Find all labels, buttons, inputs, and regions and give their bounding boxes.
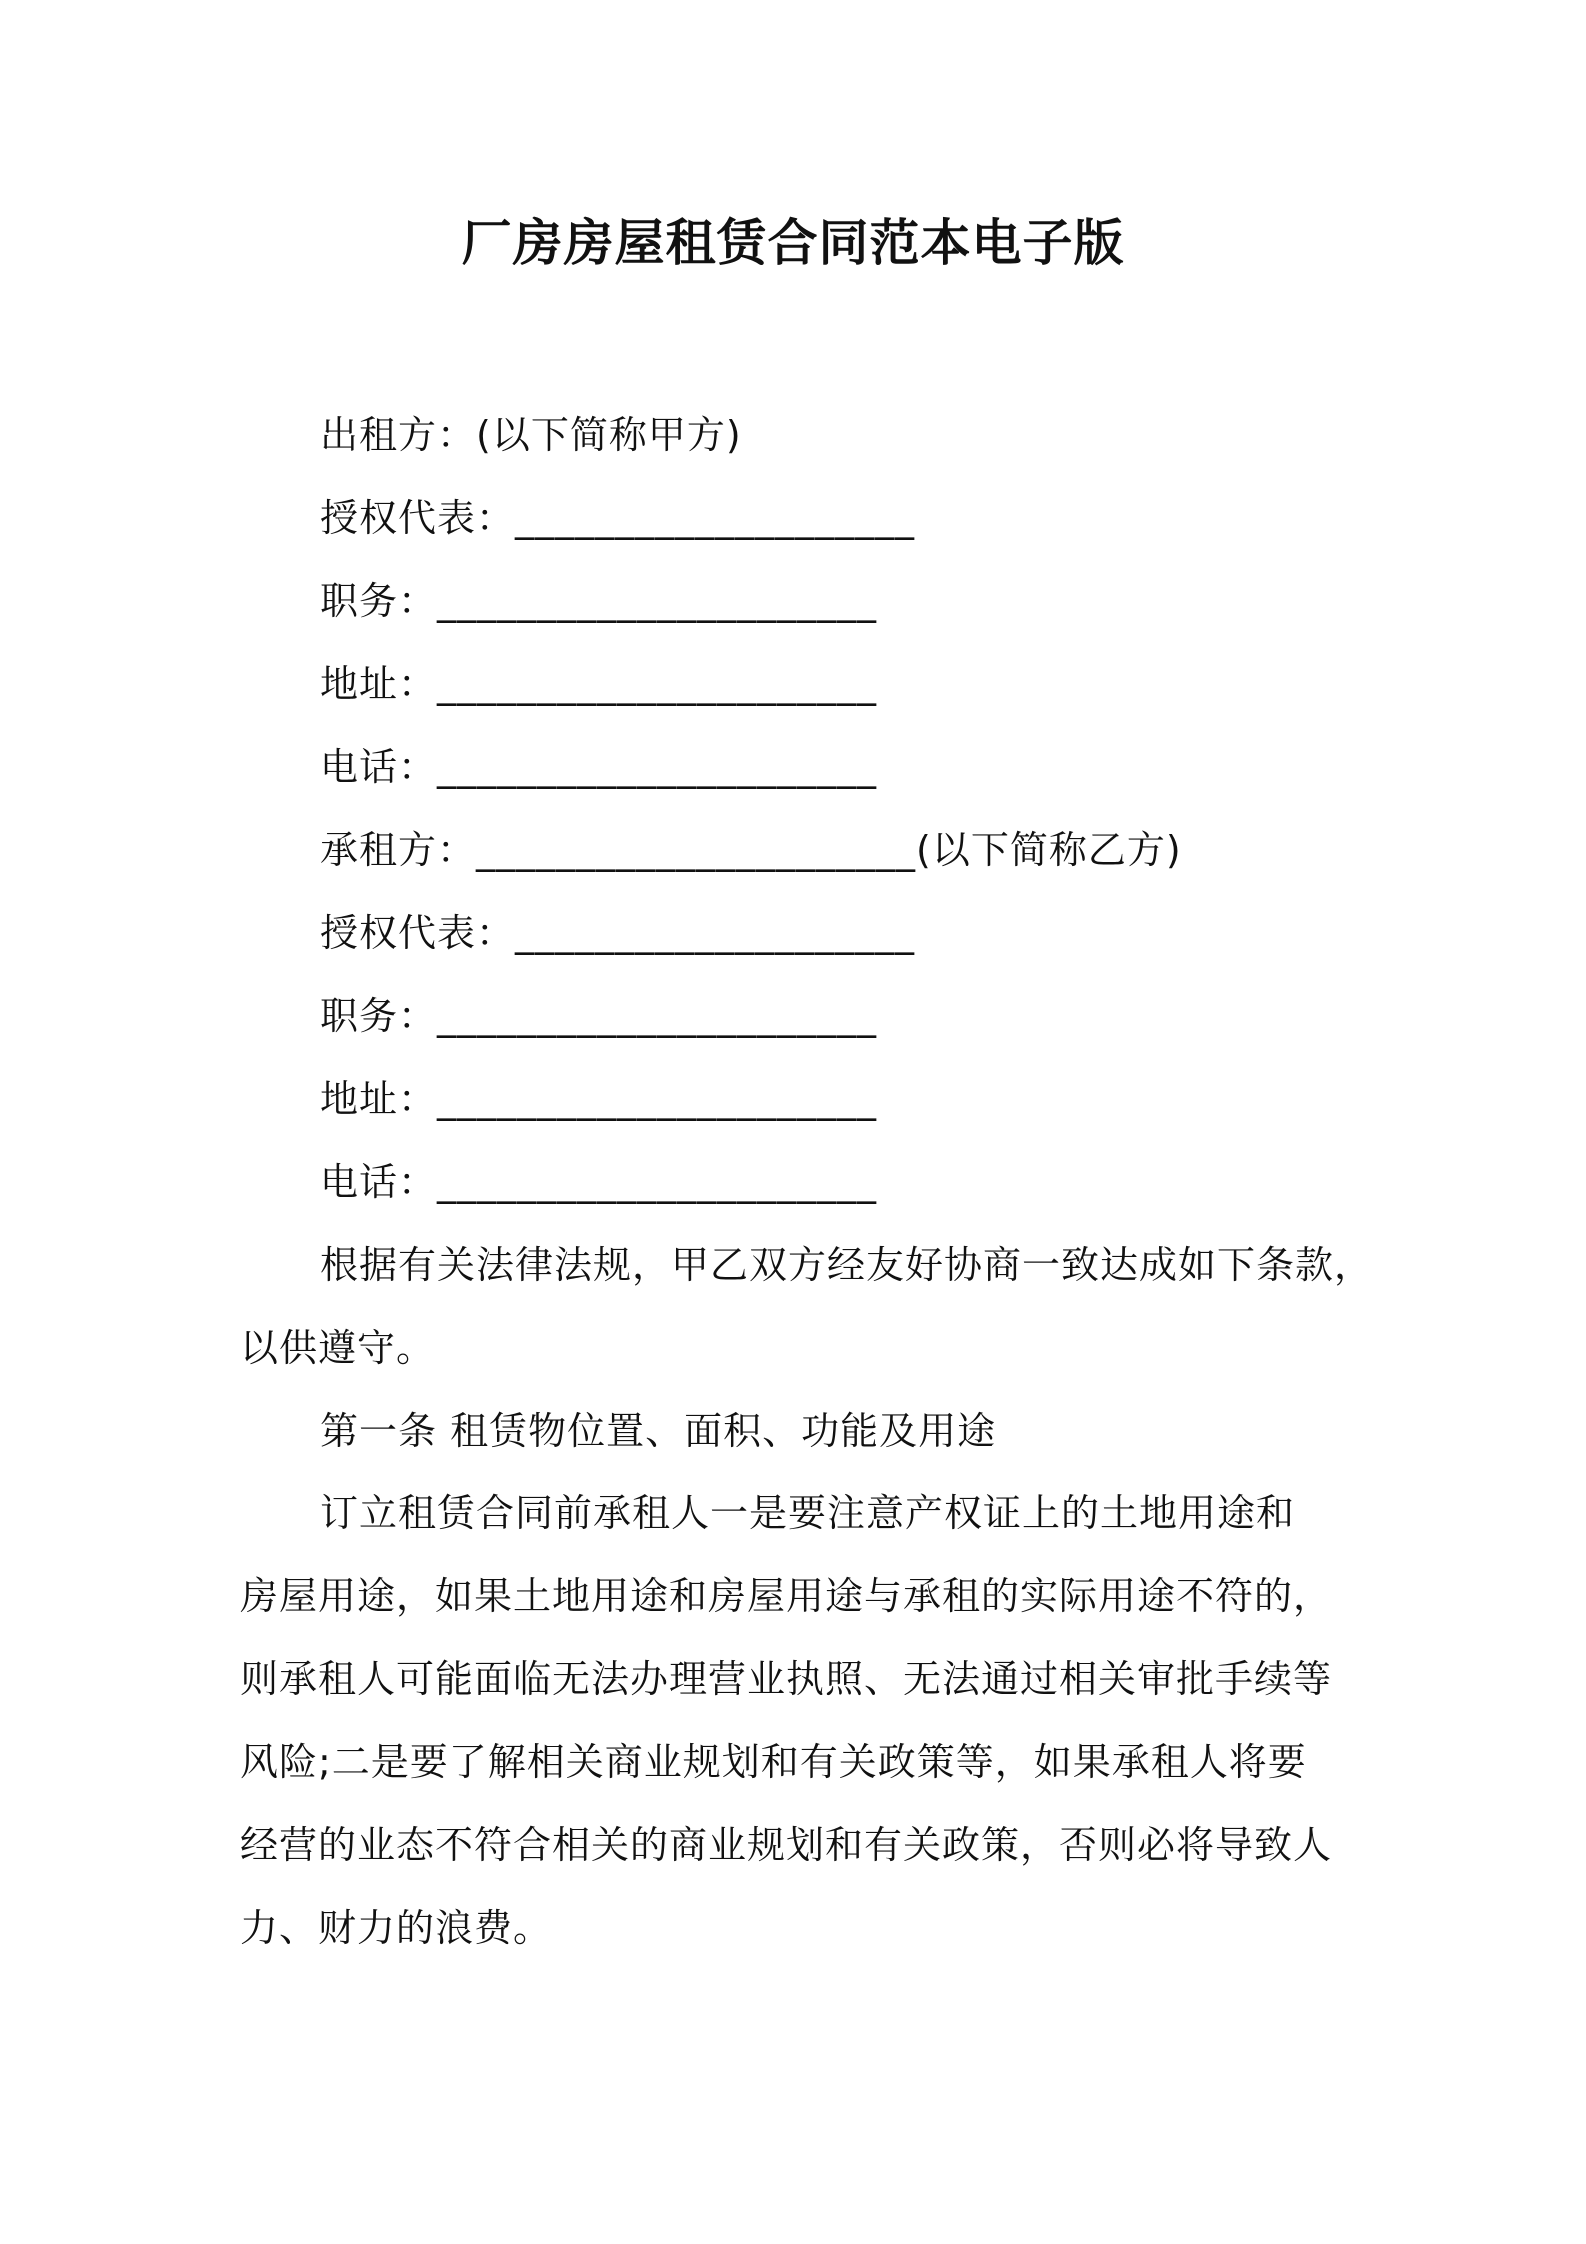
- lessee-rep-line: 授权代表：____________________: [320, 911, 916, 955]
- article1-line: 经营的业态不符合相关的商业规划和有关政策，否则必将导致人: [240, 1823, 1333, 1867]
- lessee-address-line: 地址：______________________: [320, 1077, 878, 1121]
- lessor-address-line: 地址：______________________: [320, 662, 878, 706]
- intro-line-1: 根据有关法律法规，甲乙双方经友好协商一致达成如下条款，: [320, 1243, 1374, 1287]
- article1-line: 房屋用途，如果土地用途和房屋用途与承租的实际用途不符的，: [240, 1574, 1333, 1618]
- lessee-position-line: 职务：______________________: [320, 994, 878, 1038]
- article1-line: 订立租赁合同前承租人一是要注意产权证上的土地用途和: [320, 1491, 1296, 1535]
- lessor-rep-line: 授权代表：____________________: [320, 496, 916, 540]
- intro-line-2: 以供遵守。: [240, 1326, 436, 1370]
- article1-line: 力、财力的浪费。: [240, 1906, 553, 1950]
- article1-line: 则承租人可能面临无法办理营业执照、无法通过相关审批手续等: [240, 1657, 1333, 1701]
- lessor-party-line: 出租方：(以下简称甲方): [320, 413, 742, 457]
- intro-paragraph: [240, 1224, 1374, 1390]
- article1-line: 风险;二是要了解相关商业规划和有关政策等，如果承租人将要: [240, 1740, 1307, 1784]
- lessor-position-line: 职务：______________________: [320, 579, 878, 623]
- article1-heading: 第一条 租赁物位置、面积、功能及用途: [320, 1409, 997, 1453]
- lessor-phone-line: 电话：______________________: [320, 745, 878, 789]
- article1-paragraph: [240, 1472, 1370, 1970]
- document-title: 厂房房屋租赁合同范本电子版: [461, 214, 1125, 272]
- lessee-phone-line: 电话：______________________: [320, 1160, 878, 1204]
- lessee-party-line: 承租方：______________________(以下简称乙方): [320, 828, 1182, 872]
